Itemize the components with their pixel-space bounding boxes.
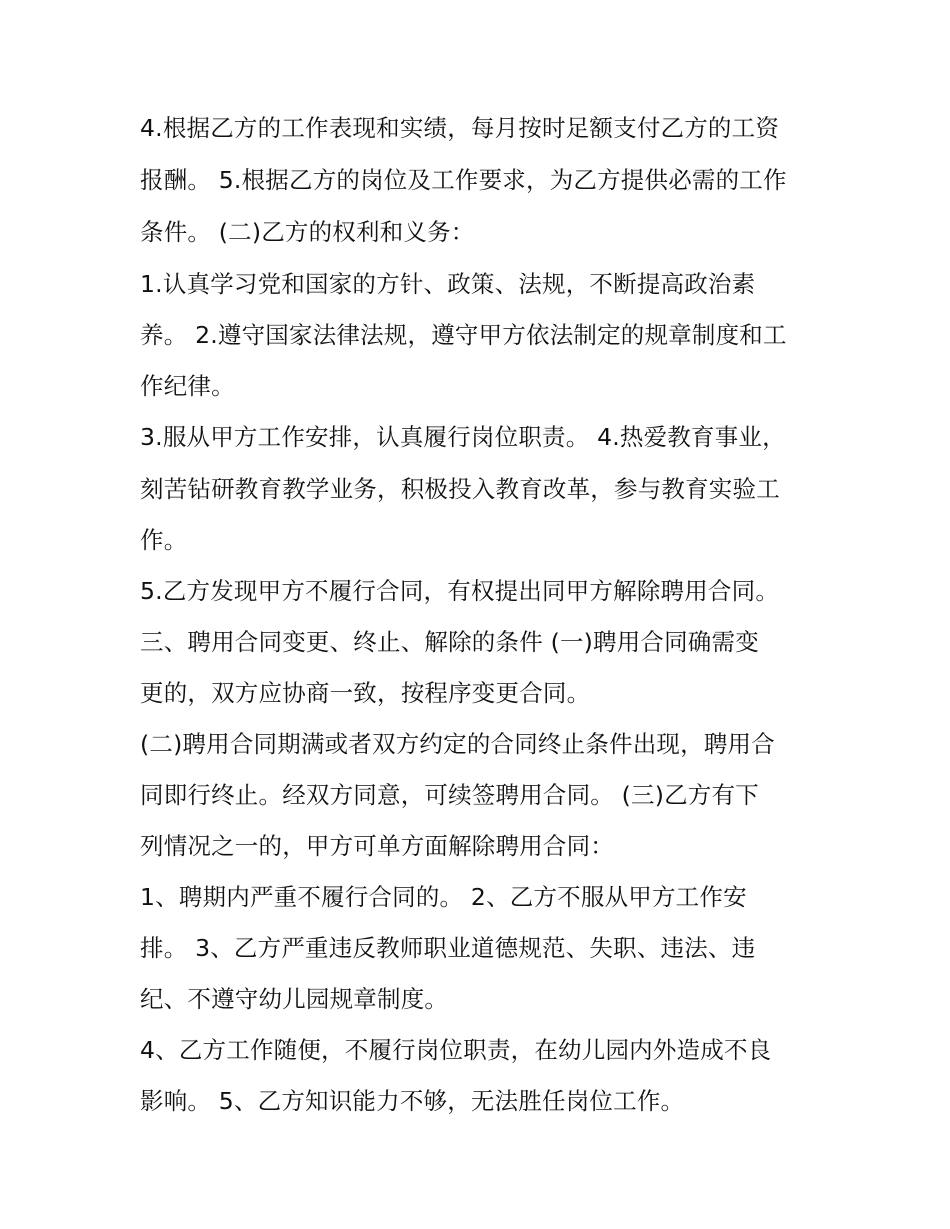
- text-line: 条件。 (二)乙方的权利和义务：: [140, 218, 475, 246]
- text-line: 同即行终止。经双方同意，可续签聘用合同。 (三)乙方有下: [140, 781, 759, 809]
- text-line: 列情况之一的，甲方可单方面解除聘用合同：: [140, 832, 614, 860]
- text-line: 排。 3、乙方严重违反教师职业道德规范、失职、违法、违: [140, 934, 756, 962]
- text-line: 4、乙方工作随便，不履行岗位职责，在幼儿园内外造成不良: [140, 1036, 772, 1064]
- text-line: 三、聘用合同变更、终止、解除的条件 (一)聘用合同确需变: [140, 628, 759, 656]
- text-line: 养。 2.遵守国家法律法规，遵守甲方依法制定的规章制度和工: [140, 321, 787, 349]
- text-line: 作纪律。: [140, 372, 235, 400]
- text-line: 1、聘期内严重不履行合同的。 2、乙方不服从甲方工作安: [140, 883, 747, 911]
- text-line: 纪、不遵守幼儿园规章制度。: [140, 985, 449, 1013]
- text-line: 影响。 5、乙方知识能力不够，无法胜任岗位工作。: [140, 1087, 685, 1115]
- text-line: (二)聘用合同期满或者双方约定的合同终止条件出现，聘用合: [140, 730, 775, 758]
- text-line: 4.根据乙方的工作表现和实绩，每月按时足额支付乙方的工资: [140, 114, 780, 142]
- text-line: 更的，双方应协商一致，按程序变更合同。: [140, 679, 591, 707]
- text-line: 作。: [140, 526, 188, 554]
- text-line: 5.乙方发现甲方不履行合同，有权提出同甲方解除聘用合同。: [140, 577, 780, 605]
- text-line: 报酬。 5.根据乙方的岗位及工作要求，为乙方提供必需的工作: [140, 166, 787, 194]
- text-line: 3.服从甲方工作安排，认真履行岗位职责。 4.热爱教育事业，: [140, 423, 786, 451]
- text-line: 1.认真学习党和国家的方针、政策、法规，不断提高政治素: [140, 270, 756, 298]
- text-line: 刻苦钻研教育教学业务，积极投入教育改革，参与教育实验工: [140, 475, 780, 503]
